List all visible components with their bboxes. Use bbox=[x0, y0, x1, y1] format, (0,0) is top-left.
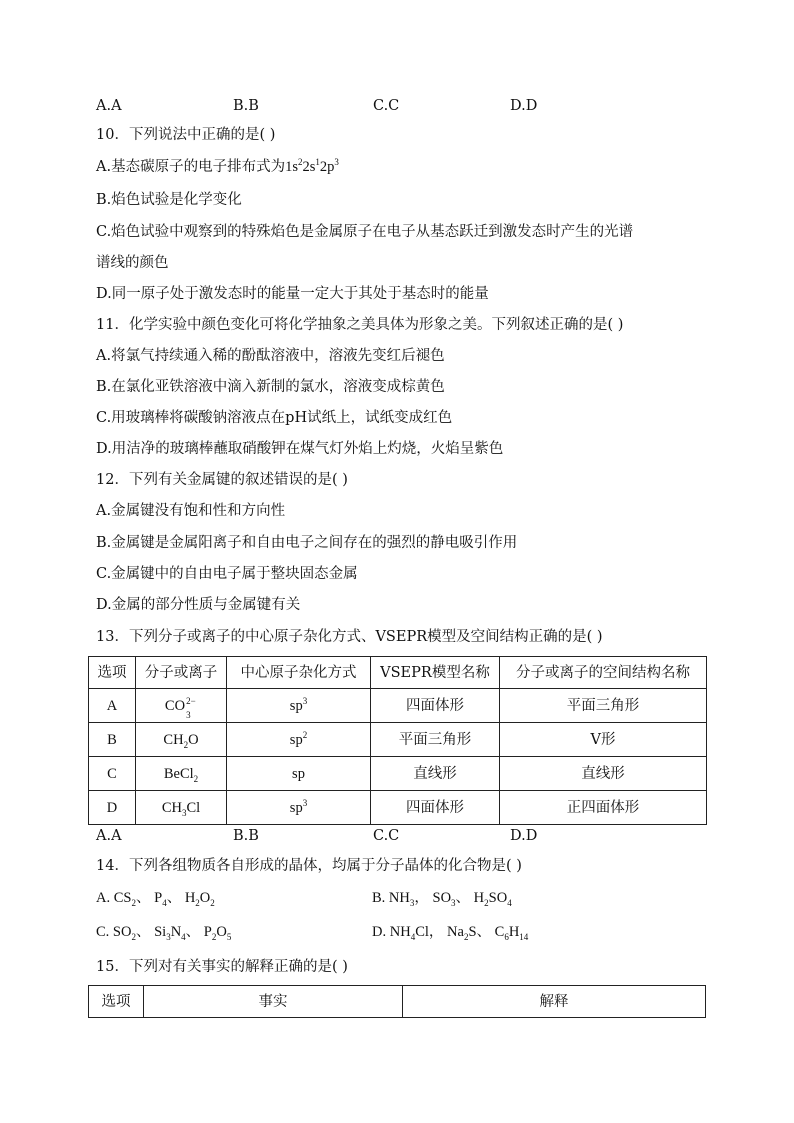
row-option: D bbox=[89, 791, 136, 825]
row-hybridization: $sp^3$ bbox=[227, 689, 371, 723]
q13-header-vsepr: VSEPR模型名称 bbox=[371, 657, 500, 689]
row-vsepr: 平面三角形 bbox=[371, 723, 500, 757]
q12-option-d: D.金属的部分性质与金属键有关 bbox=[96, 597, 301, 613]
row-shape: 直线形 bbox=[500, 757, 707, 791]
q15-stem: 15．下列对有关事实的解释正确的是( ) bbox=[96, 959, 348, 975]
q15-header-option: 选项 bbox=[89, 986, 144, 1018]
q14-option-b: B. $NH_3$， $SO_3$、 $H_2SO_4$ bbox=[372, 890, 512, 908]
q13-header-option: 选项 bbox=[89, 657, 136, 689]
q9-option-b: B.B bbox=[233, 98, 259, 114]
q11-option-d: D.用洁净的玻璃棒蘸取硝酸钾在煤气灯外焰上灼烧，火焰呈紫色 bbox=[96, 441, 504, 457]
row-hybridization: $sp^2$ bbox=[227, 723, 371, 757]
row-species: BeCl$_2$ bbox=[136, 757, 227, 791]
q9-option-c: C.C bbox=[373, 98, 400, 114]
q13-options bbox=[96, 826, 616, 846]
q11-option-c: C.用玻璃棒将碳酸钠溶液点在pH试纸上，试纸变成红色 bbox=[96, 410, 453, 426]
row-option: B bbox=[89, 723, 136, 757]
q13-option-a: A.A bbox=[96, 828, 122, 844]
table-row bbox=[89, 689, 707, 723]
q10-option-a bbox=[96, 157, 339, 177]
q10-option-d: D.同一原子处于激发态时的能量一定大于其处于基态时的能量 bbox=[96, 286, 489, 302]
q13-stem: 13．下列分子或离子的中心原子杂化方式、VSEPR模型及空间结构正确的是( ) bbox=[96, 629, 603, 645]
q12-option-b: B.金属键是金属阳离子和自由电子之间存在的强烈的静电吸引作用 bbox=[96, 535, 518, 551]
q14-option-d: D. $NH_4Cl$， $Na_2S$、 $C_6H_{14}$ bbox=[372, 924, 529, 942]
row-hybridization: $sp^3$ bbox=[227, 791, 371, 825]
q12-stem: 12．下列有关金属键的叙述错误的是( ) bbox=[96, 472, 348, 488]
q10-option-c-line1: C.焰色试验中观察到的特殊焰色是金属原子在电子从基态跃迁到激发态时产生的光谱 bbox=[96, 224, 634, 240]
q13-table-header bbox=[89, 657, 707, 689]
row-species: $CH_3Cl$ bbox=[136, 791, 227, 825]
table-row bbox=[89, 791, 707, 825]
q9-option-d: D.D bbox=[510, 98, 538, 114]
q15-table bbox=[88, 985, 706, 1018]
q11-stem: 11．化学实验中颜色变化可将化学抽象之美具体为形象之美。下列叙述正确的是( ) bbox=[96, 317, 624, 333]
q14-option-a: A. $CS_2$、 $P_4$、 $H_2O_2$ bbox=[96, 890, 215, 908]
row-vsepr: 四面体形 bbox=[371, 791, 500, 825]
row-vsepr: 直线形 bbox=[371, 757, 500, 791]
q10-option-b: B.焰色试验是化学变化 bbox=[96, 192, 242, 208]
q14-stem: 14．下列各组物质各自形成的晶体，均属于分子晶体的化合物是( ) bbox=[96, 858, 522, 874]
q13-option-c: C.C bbox=[373, 828, 400, 844]
q11-option-b: B.在氯化亚铁溶液中滴入新制的氯水，溶液变成棕黄色 bbox=[96, 379, 445, 395]
q10-electron-config: $1s^22s^12p^3$ bbox=[285, 157, 339, 175]
table-row bbox=[89, 757, 707, 791]
row-shape: 正四面体形 bbox=[500, 791, 707, 825]
row-shape: 平面三角形 bbox=[500, 689, 707, 723]
row-option: C bbox=[89, 757, 136, 791]
row-shape: V形 bbox=[500, 723, 707, 757]
q13-header-shape: 分子或离子的空间结构名称 bbox=[500, 657, 707, 689]
q13-header-species: 分子或离子 bbox=[136, 657, 227, 689]
q9-options bbox=[96, 96, 616, 116]
q9-option-a: A.A bbox=[96, 98, 122, 114]
q10-option-a-text: A.基态碳原子的电子排布式为 bbox=[96, 159, 286, 175]
q15-header-explanation: 解释 bbox=[403, 986, 706, 1018]
row-species: CO 2− 3 bbox=[136, 689, 227, 723]
q15-table-header bbox=[89, 986, 706, 1018]
table-row bbox=[89, 723, 707, 757]
q10-stem: 10．下列说法中正确的是( ) bbox=[96, 127, 276, 143]
q11-option-a: A.将氯气持续通入稀的酚酞溶液中，溶液先变红后褪色 bbox=[96, 348, 445, 364]
q12-option-a: A.金属键没有饱和性和方向性 bbox=[96, 503, 286, 519]
q13-table bbox=[88, 656, 707, 825]
q12-option-c: C.金属键中的自由电子属于整块固态金属 bbox=[96, 566, 358, 582]
row-vsepr: 四面体形 bbox=[371, 689, 500, 723]
q10-option-c-line2: 谱线的颜色 bbox=[96, 255, 169, 271]
q15-header-fact: 事实 bbox=[144, 986, 403, 1018]
row-option: A bbox=[89, 689, 136, 723]
q14-option-c: C. $SO_2$、 $Si_3N_4$、 $P_2O_5$ bbox=[96, 924, 232, 942]
row-hybridization: sp bbox=[227, 757, 371, 791]
q13-option-b: B.B bbox=[233, 828, 259, 844]
row-species: $CH_2O$ bbox=[136, 723, 227, 757]
q13-option-d: D.D bbox=[510, 828, 538, 844]
q13-header-hybridization: 中心原子杂化方式 bbox=[227, 657, 371, 689]
